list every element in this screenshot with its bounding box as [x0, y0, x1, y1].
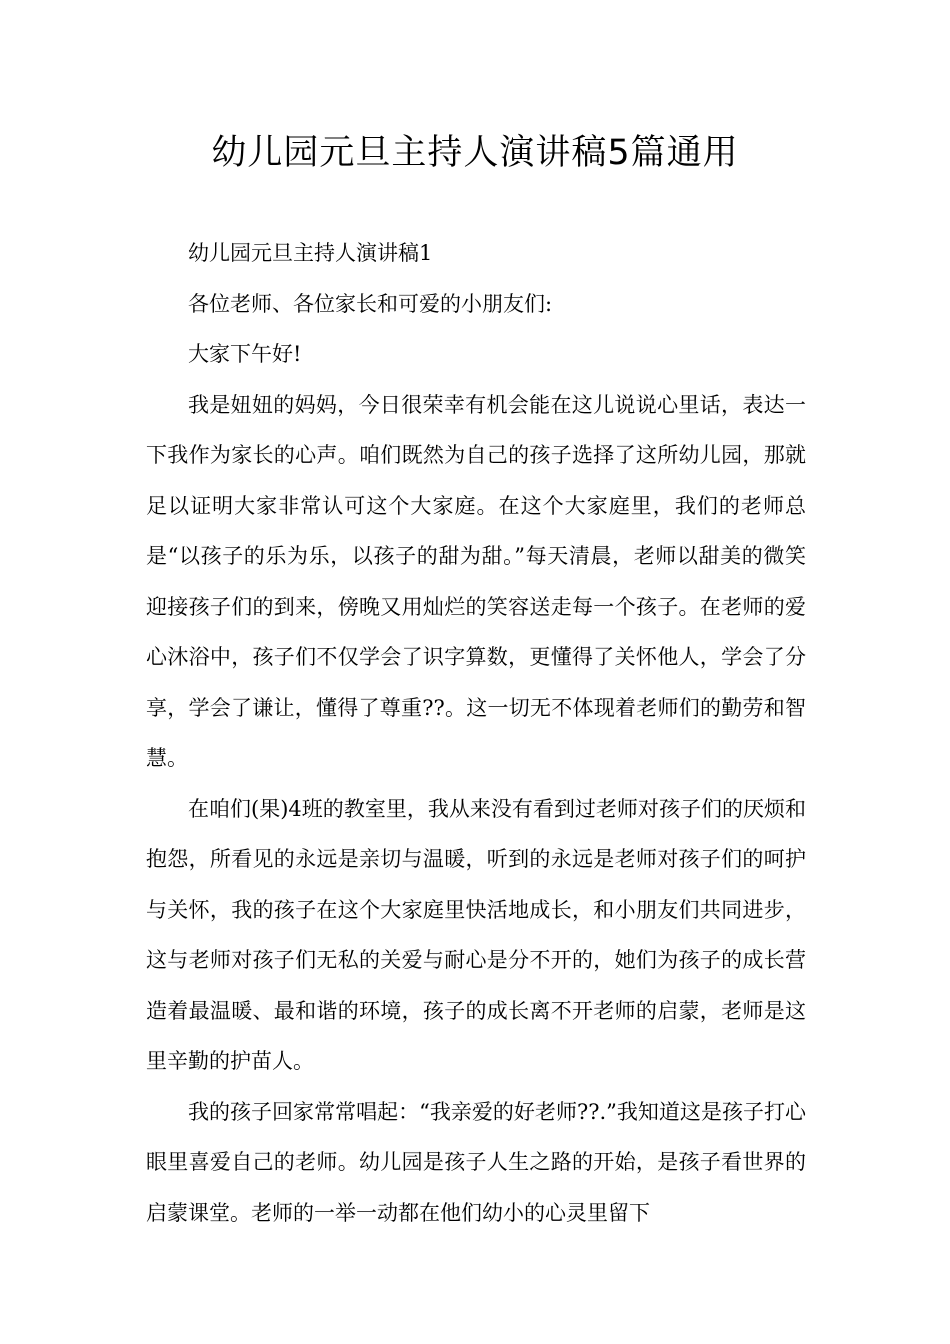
greeting: 大家下午好!: [188, 342, 302, 366]
paragraph: 我是妞妞的妈妈，今日很荣幸有机会能在这儿说说心里话，表达一下我作为家长的心声。咱们既然为自己的孩子选择了这所幼儿园，那就足以证明大家非常认可这个大家庭。在这个大家庭里，我们的老师总是“以孩子的乐为乐，以孩子的甜为甜。”每天清晨，老师以甜美的微笑迎接孩子们的到来，傍晚又用灿烂的笑容送走每一个孩子。在老师的爱心沐浴中，孩子们不仅学会了识字算数，更懂得了关怀他人，学会了分享，学会了谦让，懂得了尊重??。这一切无不体现着老师们的勤劳和智慧。: [146, 392, 806, 770]
paragraph: 在咱们(果)4班的教室里，我从来没有看到过老师对孩子们的厌烦和抱怨，所看见的永远是亲切与温暖，听到的永远是老师对孩子们的呵护与关怀，我的孩子在这个大家庭里快活地成长，和小朋友们共同进步，这与老师对孩子们无私的关爱与耐心是分不开的，她们为孩子的成长营造着最温暖、最和谐的环境，孩子的成长离不开老师的启蒙，老师是这里辛勤的护苗人。: [146, 796, 806, 1073]
paragraph: 我的孩子回家常常唱起：“我亲爱的好老师??.”我知道这是孩子打心眼里喜爱自己的老师。幼儿园是孩子人生之路的开始，是孩子看世界的启蒙课堂。老师的一举一动都在他们幼小的心灵里留下: [146, 1099, 806, 1225]
document-body: [146, 228, 806, 1238]
document-title: 幼儿园元旦主持人演讲稿5篇通用: [211, 133, 739, 173]
section-heading: 幼儿园元旦主持人演讲稿1: [188, 241, 433, 265]
salutation: 各位老师、各位家长和可爱的小朋友们:: [188, 291, 553, 316]
